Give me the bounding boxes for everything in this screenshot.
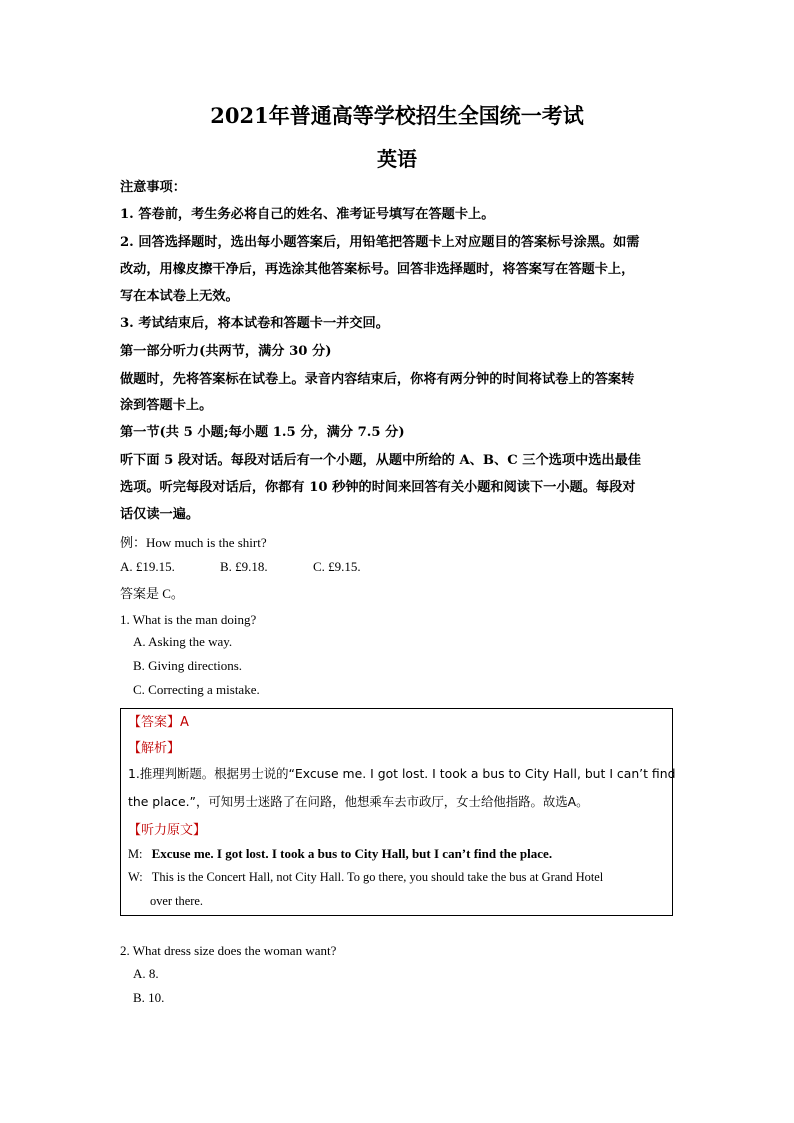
section1-heading: 第一节(共 5 小题;每小题 1.5 分，满分 7.5 分) xyxy=(120,425,405,440)
q2-option-b: B. 10. xyxy=(133,990,165,1005)
q1-option-c: C. Correcting a mistake. xyxy=(133,682,260,697)
notice-item-2-line-3: 写在本试卷上无效。 xyxy=(120,289,239,304)
example-answer: 答案是 C。 xyxy=(120,586,184,601)
example-question: 例：How much is the shirt? xyxy=(120,535,267,550)
analysis-line xyxy=(128,737,180,756)
analysis-label: 【解析】 xyxy=(128,741,181,756)
analysis-text-line-1: 1.推理判断题。根据男士说的“Excuse me. I got lost. I took a bus to City Hall, but I can’t find xyxy=(128,766,676,781)
transcript-w-text-2: over there. xyxy=(150,894,203,908)
transcript-line xyxy=(128,819,206,838)
notice-item-3: 3. 考试结束后，将本试卷和答题卡一并交回。 xyxy=(120,316,389,331)
transcript-label: 【听力原文】 xyxy=(128,823,207,838)
part1-heading: 第一部分听力(共两节，满分 30 分) xyxy=(120,344,332,359)
transcript-w-text-1: This is the Concert Hall, not City Hall. To go there, you should take the bus at Grand Hotel xyxy=(151,870,604,884)
q2-question: 2. What dress size does the woman want? xyxy=(120,943,337,958)
page-title: 2021年普通高等学校招生全国统一考试 xyxy=(210,103,584,128)
q1-question: 1. What is the man doing? xyxy=(120,612,257,627)
answer-value: A xyxy=(180,715,189,730)
speaker-m: M: xyxy=(128,847,143,861)
q1-option-b: B. Giving directions. xyxy=(133,658,243,673)
q1-option-a: A. Asking the way. xyxy=(133,634,233,649)
speaker-w: W: xyxy=(128,870,143,884)
section1-instr-line-1: 听下面 5 段对话。每段对话后有一个小题，从题中所给的 A、B、C 三个选项中选出最佳 xyxy=(120,453,641,468)
section1-instr-line-3: 话仅读一遍。 xyxy=(120,507,200,522)
part1-intro-line-2: 涂到答题卡上。 xyxy=(120,398,213,413)
transcript-m-row xyxy=(128,846,552,862)
section1-instr-line-2: 选项。听完每段对话后，你都有 10 秒钟的时间来回答有关小题和阅读下一小题。每段对 xyxy=(120,480,636,495)
example-option-b: B. £9.18. xyxy=(220,559,268,574)
transcript-m-text: Excuse me. I got lost. I took a bus to City Hall, but I can’t find the place. xyxy=(151,846,553,861)
example-option-c: C. £9.15. xyxy=(313,559,361,574)
transcript-w-row xyxy=(128,870,603,885)
answer-label: 【答案】 xyxy=(128,715,181,730)
notice-heading: 注意事项： xyxy=(120,180,186,195)
notice-item-2-line-2: 改动，用橡皮擦干净后，再选涂其他答案标号。回答非选择题时，将答案写在答题卡上， xyxy=(120,262,635,277)
part1-intro-line-1: 做题时，先将答案标在试卷上。录音内容结束后，你将有两分钟的时间将试卷上的答案转 xyxy=(120,372,635,387)
q1-answer-line xyxy=(128,711,189,730)
example-option-a: A. £19.15. xyxy=(120,559,175,574)
q1-answer-box xyxy=(120,708,676,916)
notice-item-1: 1. 答卷前，考生务必将自己的姓名、准考证号填写在答题卡上。 xyxy=(120,207,495,222)
q2-option-a: A. 8. xyxy=(133,966,159,981)
analysis-text-line-2: the place.”，可知男士迷路了在问路，他想乘车去市政厅，女士给他指路。故选A。 xyxy=(128,794,589,809)
notice-item-2-line-1: 2. 回答选择题时，选出每小题答案后，用铅笔把答题卡上对应题目的答案标号涂黑。如需 xyxy=(120,235,640,250)
subject-title: 英语 xyxy=(377,147,417,171)
